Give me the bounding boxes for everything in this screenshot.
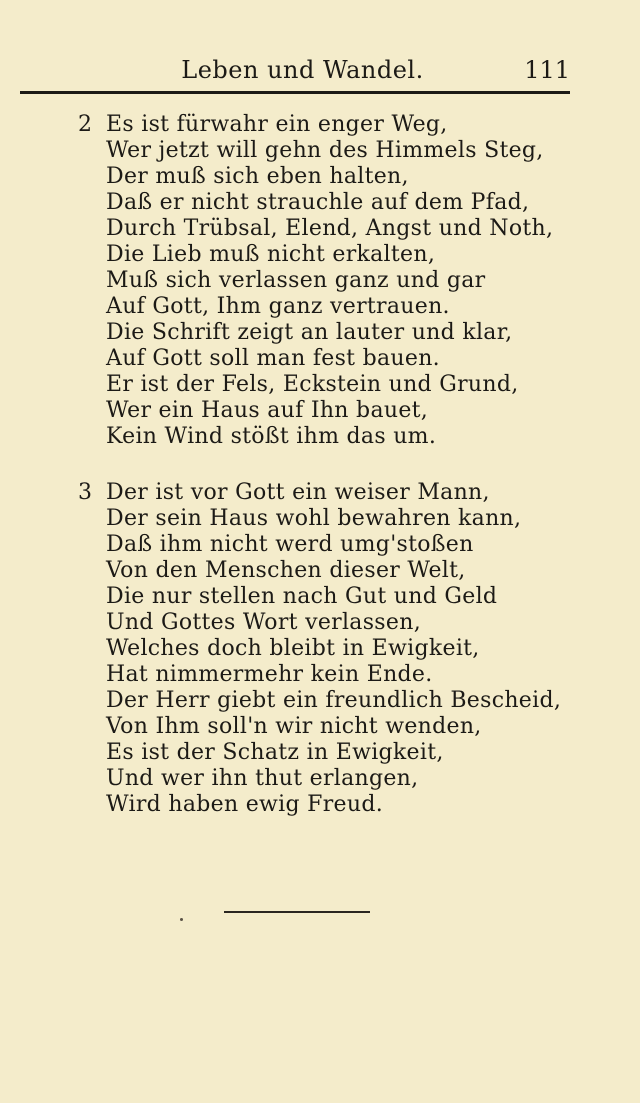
- page-number: 111: [524, 56, 570, 84]
- verse-lines: [106, 112, 553, 450]
- verse-line: Hat nimmermehr kein Ende.: [106, 662, 433, 687]
- verse-line: Er ist der Fels, Eckstein und Grund,: [106, 372, 519, 397]
- verse-line: Der ist vor Gott ein weiser Mann,: [106, 480, 490, 505]
- page-header: [20, 52, 570, 88]
- paper-speck: [180, 918, 183, 921]
- running-title: Leben und Wandel.: [181, 56, 424, 84]
- verse-line: Die Lieb muß nicht erkalten,: [106, 242, 436, 267]
- verse-line: Es ist fürwahr ein enger Weg,: [106, 112, 448, 137]
- verse-number: 3: [78, 480, 92, 505]
- verse-line: Es ist der Schatz in Ewigkeit,: [106, 740, 444, 765]
- verse-line: Die nur stellen nach Gut und Geld: [106, 584, 498, 609]
- verse-line: Daß er nicht strauchle auf dem Pfad,: [106, 190, 530, 215]
- end-rule: [224, 911, 370, 913]
- verse-line: Daß ihm nicht werd umg'stoßen: [106, 532, 474, 557]
- verse-line: Welches doch bleibt in Ewigkeit,: [106, 636, 480, 661]
- verse-line: Wer jetzt will gehn des Himmels Steg,: [106, 138, 544, 163]
- verse-line: Kein Wind stößt ihm das um.: [106, 424, 437, 449]
- verse-line: Und wer ihn thut erlangen,: [106, 766, 419, 791]
- verse-line: Und Gottes Wort verlassen,: [106, 610, 421, 635]
- verse-line: Von Ihm soll'n wir nicht wenden,: [106, 714, 482, 739]
- header-rule: [20, 91, 570, 94]
- verse-line: Der sein Haus wohl bewahren kann,: [106, 506, 522, 531]
- verse-lines: [106, 480, 561, 818]
- verse-line: Die Schrift zeigt an lauter und klar,: [106, 320, 513, 345]
- verse-line: Durch Trübsal, Elend, Angst und Noth,: [106, 216, 554, 241]
- verse-line: Muß sich verlassen ganz und gar: [106, 268, 486, 293]
- verse-line: Auf Gott soll man fest bauen.: [106, 346, 440, 371]
- verse-line: Auf Gott, Ihm ganz vertrauen.: [106, 294, 450, 319]
- verse-line: Wer ein Haus auf Ihn bauet,: [106, 398, 429, 423]
- verse-line: Von den Menschen dieser Welt,: [106, 558, 466, 583]
- verse-line: Der muß sich eben halten,: [106, 164, 409, 189]
- verse-number: 2: [78, 112, 92, 137]
- verse-line: Wird haben ewig Freud.: [106, 792, 384, 817]
- verse-line: Der Herr giebt ein freundlich Bescheid,: [106, 688, 562, 713]
